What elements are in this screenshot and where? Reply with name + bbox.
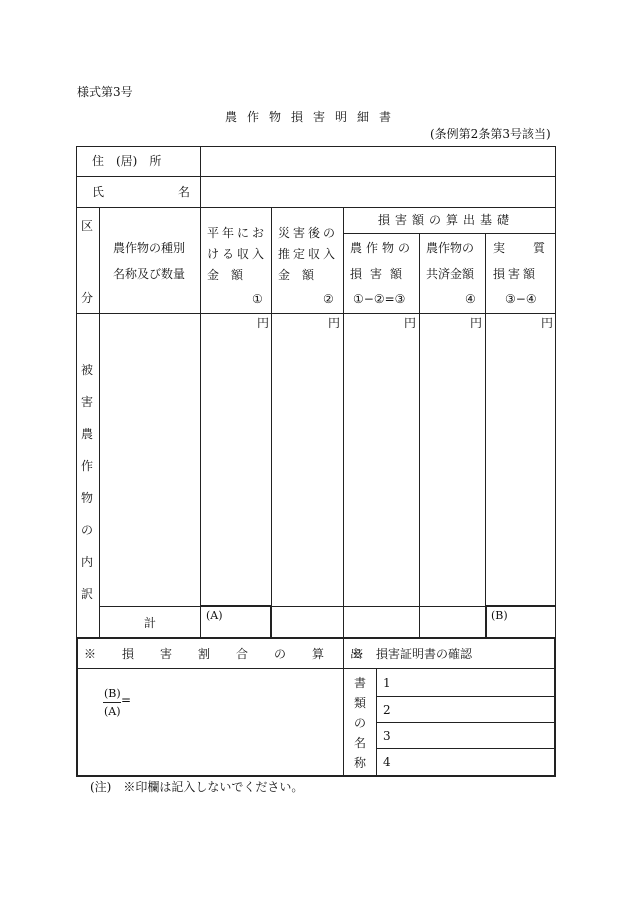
cert-header: ※ 損害証明書の確認 [352, 647, 473, 661]
yen-unit: 円 [541, 316, 554, 330]
calc-basis-header: 損害額の算出基礎 [378, 213, 515, 227]
mutual-aid-line1: 農作物の [426, 241, 475, 255]
category-label-top: 区 [81, 219, 94, 233]
actual-damage-line2: 損害額 [493, 267, 539, 281]
address-label: 住 (居) 所 [92, 154, 162, 168]
page-title: 農作物損害明細書 [225, 110, 402, 124]
crop-damage-num: ①−②=③ [353, 292, 406, 306]
doc-row-number: 1 [383, 676, 391, 690]
total-a-label: (A) [206, 609, 223, 622]
doc-name-label: 書 類 の 名 称 [354, 676, 367, 770]
yen-unit: 円 [257, 316, 270, 330]
ratio-numerator: (B) [104, 687, 121, 700]
normal-income-line1: 平年にお [207, 226, 268, 240]
post-disaster-line3: 金 額 [278, 268, 315, 282]
post-disaster-line2: 推定収入 [278, 247, 339, 261]
footnote: (注) ※印欄は記入しないでください。 [90, 780, 304, 794]
post-disaster-line1: 災害後の [278, 226, 339, 240]
post-disaster-num: ② [323, 292, 334, 306]
normal-income-line2: ける収入 [207, 247, 268, 261]
doc-row-number: 3 [383, 729, 391, 743]
normal-income-line3: 金 額 [207, 268, 244, 282]
ratio-equals: = [121, 693, 132, 707]
category-label-bottom: 分 [81, 291, 94, 305]
normal-income-num: ① [252, 292, 263, 306]
mutual-aid-line2: 共済金額 [426, 267, 475, 281]
ratio-header: ※ 損 害 割 合 の 算 出 [84, 647, 370, 661]
page-subtitle: (条例第2条第3号該当) [430, 127, 551, 141]
yen-unit: 円 [404, 316, 417, 330]
yen-unit: 円 [328, 316, 341, 330]
actual-damage-num: ③−④ [505, 292, 537, 306]
crop-damage-line2: 損害額 [350, 267, 411, 281]
yen-unit: 円 [470, 316, 483, 330]
name-label-a: 氏 [92, 185, 105, 199]
crop-damage-line1: 農作物の [350, 241, 415, 255]
name-label-b: 名 [178, 185, 191, 199]
crop-header-line2: 名称及び数量 [113, 267, 186, 281]
crop-header-line1: 農作物の種別 [113, 241, 186, 255]
form-number: 様式第3号 [77, 85, 133, 99]
doc-row-number: 4 [383, 755, 391, 769]
doc-row-number: 2 [383, 703, 391, 717]
total-label: 計 [144, 616, 157, 630]
mutual-aid-num: ④ [465, 292, 476, 306]
actual-damage-line1: 実 質 [493, 241, 554, 255]
ratio-denominator: (A) [104, 705, 121, 718]
damage-detail-label: 被 害 農 作 物 の 内 訳 [81, 363, 94, 601]
total-b-label: (B) [491, 609, 508, 622]
